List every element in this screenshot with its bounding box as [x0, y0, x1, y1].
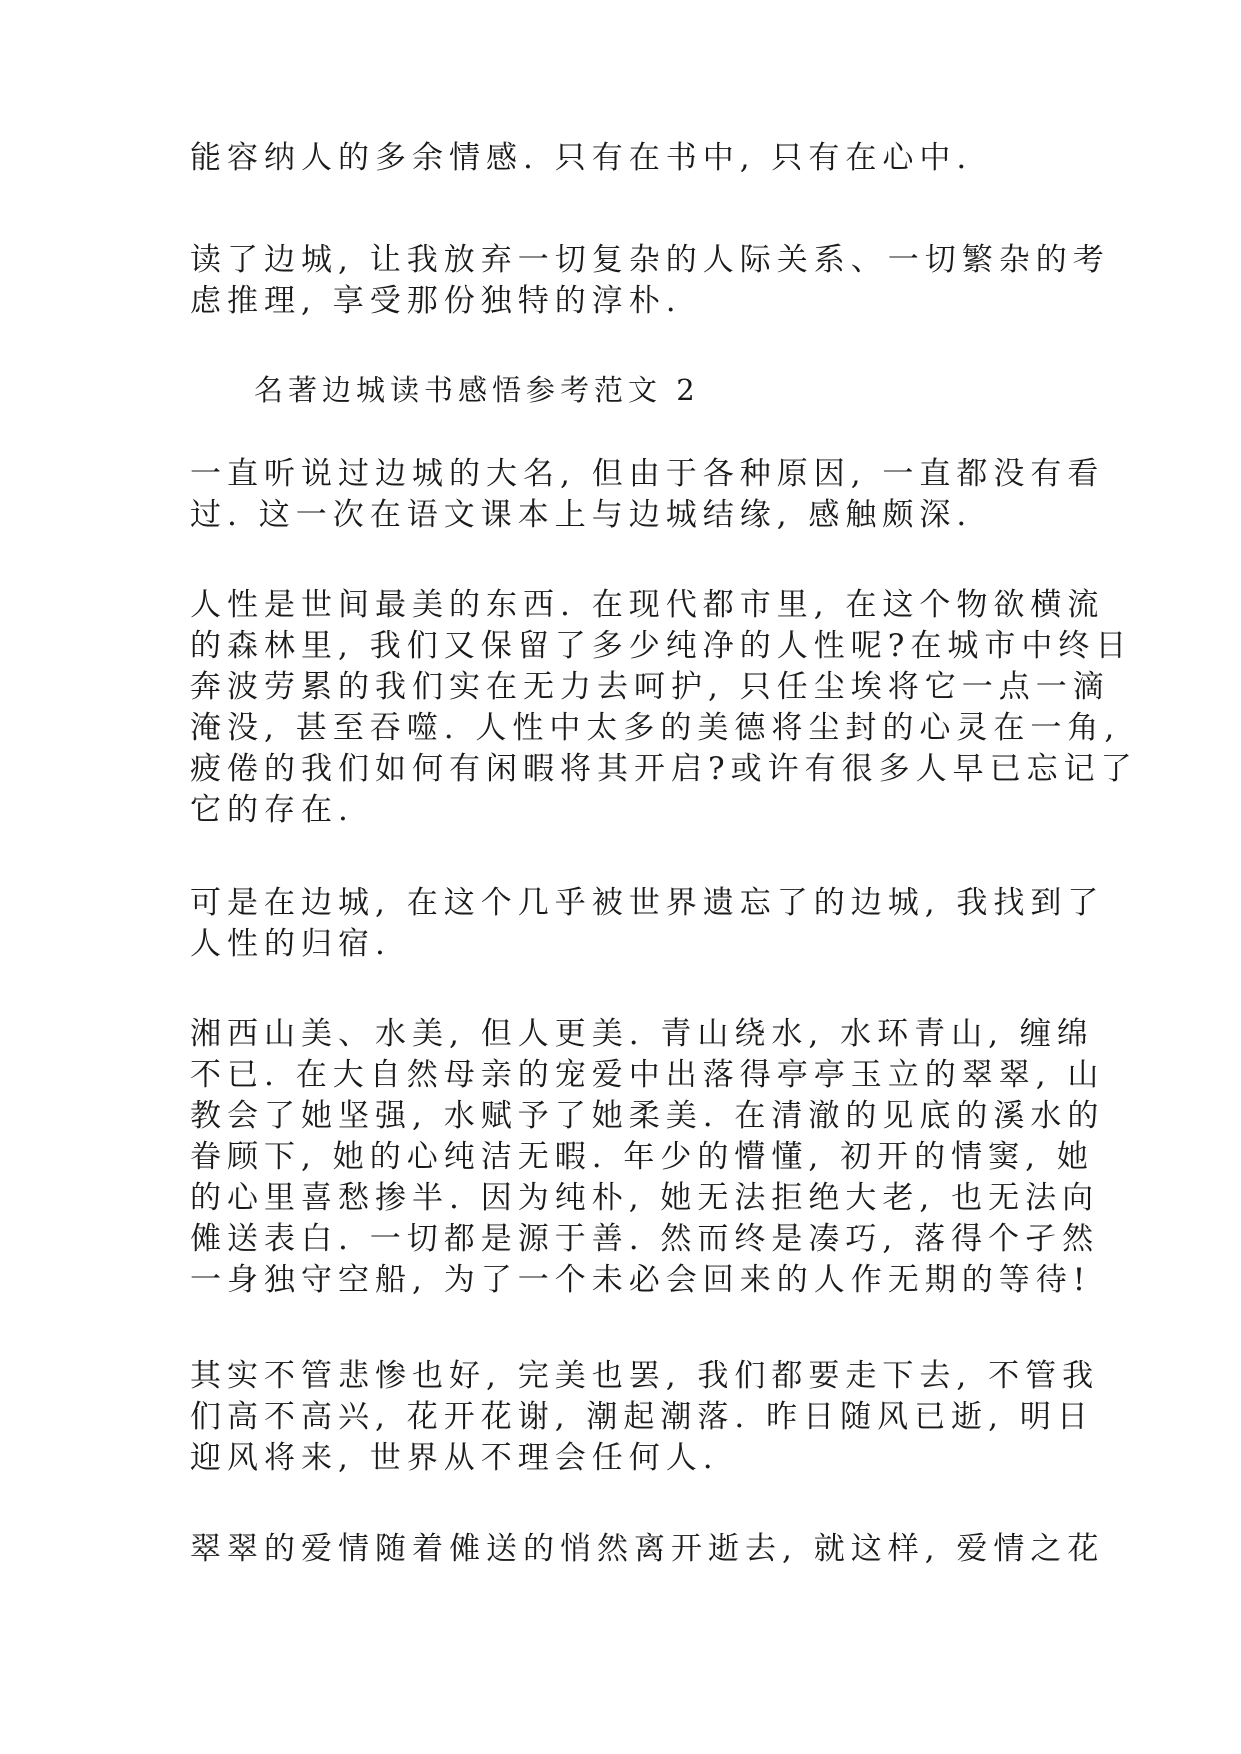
text-line: 眷顾下, 她的心纯洁无暇. 年少的懵懂, 初开的情窦, 她: [190, 1139, 1094, 1175]
text-line: 的心里喜愁掺半. 因为纯朴, 她无法拒绝大老, 也无法向: [190, 1180, 1100, 1216]
section-heading: 名著边城读书感悟参考范文 2: [254, 373, 700, 407]
text-line: 湘西山美、水美, 但人更美. 青山绕水, 水环青山, 缠绵: [190, 1016, 1094, 1052]
text-line: 疲倦的我们如何有闲暇将其开启?或许有很多人早已忘记了: [190, 751, 1138, 787]
text-line: 傩送表白. 一切都是源于善. 然而终是凑巧, 落得个孑然: [190, 1221, 1100, 1257]
paragraph: [190, 454, 1105, 536]
text-line: 读了边城, 让我放弃一切复杂的人际关系、一切繁杂的考: [190, 242, 1110, 278]
text-line: 它的存在.: [190, 792, 354, 828]
paragraph: [190, 1529, 1105, 1570]
text-line: 教会了她坚强, 水赋予了她柔美. 在清澈的见底的溪水的: [190, 1098, 1105, 1134]
text-line: 人性的归宿.: [190, 926, 391, 962]
paragraph: [190, 1356, 1100, 1479]
text-line: 虑推理, 享受那份独特的淳朴.: [190, 283, 682, 319]
text-line: 其实不管悲惨也好, 完美也罢, 我们都要走下去, 不管我: [190, 1358, 1100, 1394]
text-line: 不已. 在大自然母亲的宠爱中出落得亭亭玉立的翠翠, 山: [190, 1057, 1105, 1093]
paragraph: [190, 240, 1110, 322]
text-line: 淹没, 甚至吞噬. 人性中太多的美德将尘封的心灵在一角,: [190, 710, 1121, 746]
paragraph: [190, 1014, 1105, 1301]
text-line: 的森林里, 我们又保留了多少纯净的人性呢?在城市中终日: [190, 628, 1133, 664]
text-line: 翠翠的爱情随着傩送的悄然离开逝去, 就这样, 爱情之花: [190, 1531, 1105, 1567]
text-line: 们高不高兴, 花开花谢, 潮起潮落. 昨日随风已逝, 明日: [190, 1399, 1094, 1435]
text-line: 能容纳人的多余情感. 只有在书中, 只有在心中.: [190, 140, 973, 176]
paragraph: [190, 138, 1070, 179]
text-line: 人性是世间最美的东西. 在现代都市里, 在这个物欲横流: [190, 587, 1105, 623]
text-line: 奔波劳累的我们实在无力去呵护, 只任尘埃将它一点一滴: [190, 669, 1110, 705]
text-line: 过. 这一次在语文课本上与边城结缘, 感触颇深.: [190, 497, 973, 533]
text-line: 一直听说过边城的大名, 但由于各种原因, 一直都没有看: [190, 456, 1105, 492]
text-line: 一身独守空船, 为了一个未必会回来的人作无期的等待!: [190, 1262, 1092, 1298]
text-line: 可是在边城, 在这个几乎被世界遗忘了的边城, 我找到了: [190, 885, 1105, 921]
paragraph: [190, 883, 1105, 965]
paragraph: [190, 585, 1138, 831]
text-line: 迎风将来, 世界从不理会任何人.: [190, 1440, 719, 1476]
